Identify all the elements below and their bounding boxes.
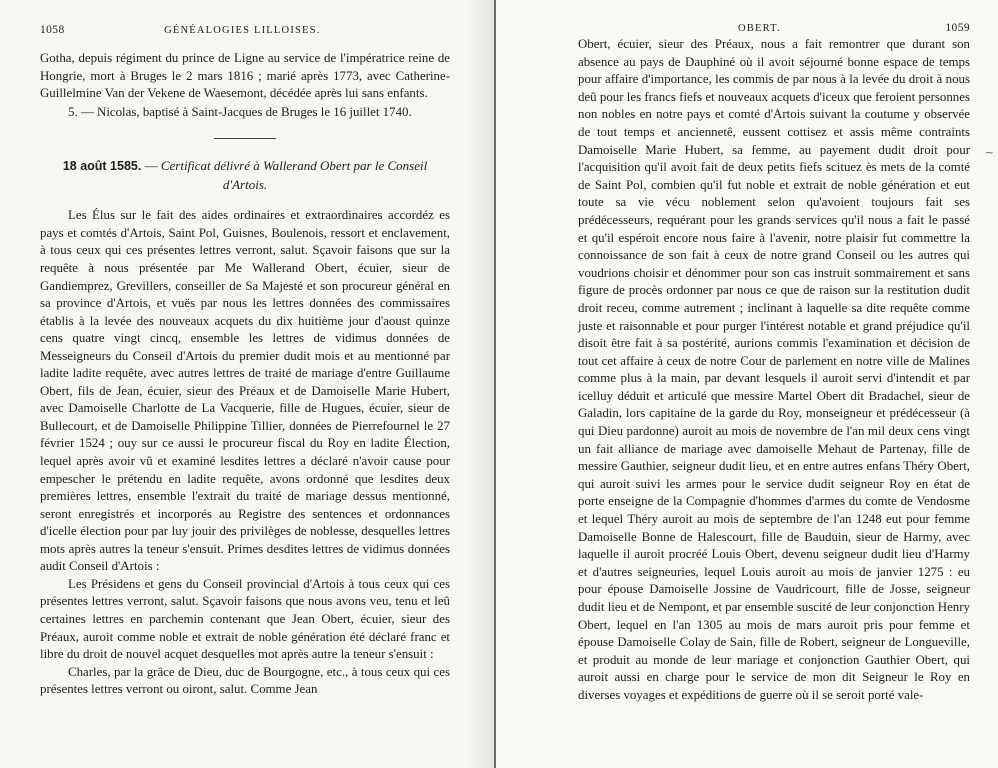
left-page — [0, 0, 494, 768]
item-5: 5. — Nicolas, baptisé à Saint-Jacques de Bruges le 16 juillet 1740. — [68, 104, 412, 119]
right-page-number: 1059 — [945, 22, 970, 34]
left-page-number: 1058 — [40, 24, 65, 36]
heading-title: Certificat délivré à Wallerand Obert par le Conseil d'Artois. — [160, 158, 428, 192]
paragraph-1: Les Élus sur le fait des aides ordinaires et extraordinaires accordéz es pays et comtés d'Artois, Saint Pol, Guisnes, Boulenois, ressort et enclavement, à tous ceux qui ces présentes lettres verront, salut. Sçavoir faisons que sur la requête à nous présentée par Me Wallerand Obert, écuier, sieur de Gandiemprez, Grevillers, conseiller de Sa Majesté et son procureur général en sa province d'Artois, et vuës par nous les lettres données des commissaires établis à la levée des nouveaux acquets du dix huitième jour d'aoust quinze cens quatre vingt cincq, ensemble les lettres de vidimus données de Messeigneurs du Conseil d'Artois du premier dudit mois et au mentionné par ladite ladite requête, avec autres lettres de traité de mariage d'entre Guillaume Obert, fils de Jean, écuier, sieur des Préaux et de Damoiselle Marie Hubert, avec Damoiselle Charlotte de La Vacquerie, fille de Hugues, écuier, sieur de Bullecourt, et de Damoiselle Philippine Tillier, données de Pierrefournel le 27 février 1524 ; ouy sur ce aussi le procureur fiscal du Roy en ladite Élection, lequel après avoir vû et examiné lesdites lettres a déclaré n'avoir cause pour empescher le prétendu en ladite requête, avons ordonné que lesdites deux premières lettres, ensemble l'extrait du traité de mariage dessus mentionné, seront enregistrés et incorporés au Registre des sentences et ordonnances d'icelle élection pour par luy jouir des privilèges de noblesse, desquelles lettres mots après autres la teneur s'ensuit. Primes desdites lettres de vidimus données audit Conseil d'Artois : — [40, 208, 450, 574]
right-running-title: OBERT. — [738, 23, 781, 34]
left-running-head — [40, 24, 450, 36]
left-running-title: GÉNÉALOGIES LILLOISES. — [164, 25, 321, 36]
heading-date: 18 août 1585. — [62, 159, 142, 174]
right-running-head — [578, 22, 970, 34]
paragraph-3: Charles, par la grâce de Dieu, duc de Bourgogne, etc., à tous ceux qui ces présentes lettres verront ou oiront, salut. Comme Jean — [40, 664, 450, 697]
gutter-shadow — [468, 0, 494, 768]
right-page — [496, 0, 998, 768]
left-body — [40, 50, 450, 699]
paragraph-2: Les Présidens et gens du Conseil provincial d'Artois à tous ceux qui ces présentes lettres verront, salut. Sçavoir faisons que nous avons veu, tenu et leû certaines lettres en parchemin contenant que Jean Obert, écuier, sieur des Préaux, auroit comme noble et extrait de noble génération été déclaré franc et libre du droit de nouvel acquet desquelles mot après autre la teneur s'ensuit : — [40, 576, 450, 662]
margin-mark: ~ — [984, 146, 994, 159]
section-divider — [214, 138, 276, 139]
section-heading: 18 août 1585. — Certificat délivré à Wallerand Obert par le Conseil d'Artois. — [62, 158, 428, 192]
right-paragraph-1: Obert, écuier, sieur des Préaux, nous a fait remontrer que durant son absence au pays de Dauphiné où il avoit séjourné bonne espace de temps pour affaire d'importance, les commis de par nous à la levée du droit à nous deû pour les francs fiefs et nouveaux acquets d'iceux que feroient personnes non nobles en notre pays et comté d'Artois suivant la coutume y observée de tout temps et anciennetê, eussent cottisez et assis même contraints Damoiselle Marie Hubert, sa femme, au payement dudit droit pour l'acquisition qu'il avoit fait de deux petits fiefs scituez ès mets de la comté de Saint Pol, combien qu'il fut noble et extrait de noble génération et eut toute sa vie vécu noblement selon qu'avoient toujours fait ses prédécesseurs, requérant pour les grands services qu'il nous a fait le passé et qu'il espéroit encore nous faire à l'avenir, notre plaisir fut commettre la connoissance de son fait à ceux de notre grand Conseil ou les autres qui voudrions choisir et dénommer pour son cas instruit sommairement et sans figure de procès ordonner par nous ce que de raison sur la restitution dudit droit receu, comme autrement ; inclinant à laquelle sa dite requête comme juste et raisonnable et pour purger l'intérest notable et grand préjudice qu'il disoit être fait à sa postérité, aurions commis l'examination et décision de tout cet affaire à ceux de notre Cour de parlement en notre ville de Malines comme plus à la main, par devant lesquels il auroit servi d'intendit et par icelluy déduit et articulé que messire Martel Obert dit Bradachel, sieur de Galadin, lors capitaine de la garde du Roy, monseigneur et prédécesseur (à qui Dieu pardonne) auroit au mois de novembre de l'an mil deux cens vingt un fait alliance de mariage avec damoiselle Mehaut de Partenay, fille de messire Gauthier, seigneur dudit lieu, et en entre autres enfans Théry Obert, qui auroit suivi les armes pour le service dudit seigneur Roy en état de porte enseigne de la Compagnie d'hommes d'armes du comte de Vendosme et lequel Théry auroit au mois de septembre de l'an 1248 eut pour femme Damoiselle Bonne de Halescourt, fille de Bauduin, sieur de Harmy, avec laquelle il auroit procréé Louis Obert, devenu seigneur dudit lieu d'Harmy et d'autres seigneuries, lequel Louis auroit au mois de janvier 1275 : eu pour épouse Damoiselle Jossine de Vaudricourt, fille de Josse, seigneur dudit lieu et de Nempont, et par ensemble suscité de leur conjonction Henry Obert, lequel en l'an 1305 au mois de mars auroit pris pour femme et épouse Damoiselle Colay de Sain, fille de Robert, seigneur de Longueville, et produit au monde de leur mariage et conjonction Gauthier Obert, qui auroit aussi en charge pour le service de mon dit Seigneur le Roy en diverses voyages et expéditions de guerre où il se seroit porté vale- — [578, 37, 970, 702]
intro-paragraph: Gotha, depuis régiment du prince de Ligne au service de l'impératrice reine de Hongrie, mort à Bruges le 2 mars 1816 ; marié après 1773, avec Catherine-Guillelmine Van der Vekene de Waesemont, décédée après lui sans enfants. — [40, 51, 450, 101]
